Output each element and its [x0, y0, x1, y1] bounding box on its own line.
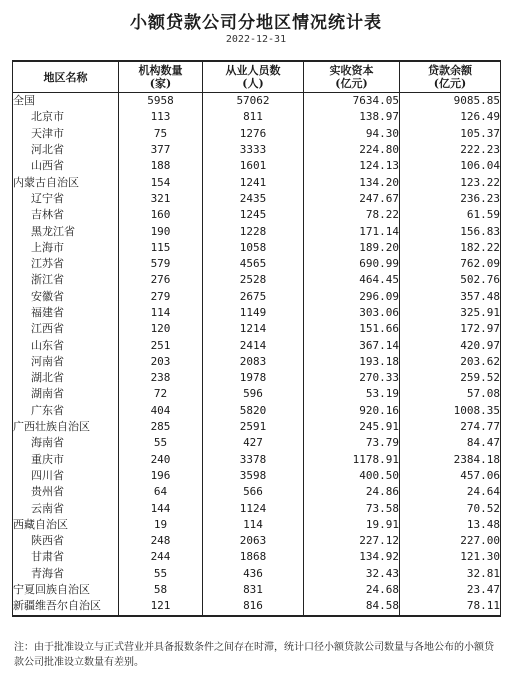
paid-in-capital-cell: 224.80: [304, 142, 400, 158]
table-header-row: [13, 61, 501, 93]
staff-cell: 3378: [203, 452, 304, 468]
staff-cell: 1124: [203, 500, 304, 516]
loan-balance-cell: 61.59: [400, 207, 501, 223]
paid-in-capital-cell: 270.33: [304, 370, 400, 386]
staff-cell: 566: [203, 484, 304, 500]
paid-in-capital-cell: 73.79: [304, 435, 400, 451]
table-row: [13, 223, 501, 239]
header-paid-in-capital: 实收资本 (亿元): [304, 61, 400, 93]
institutions-cell: 58: [119, 582, 203, 598]
table-row: [13, 484, 501, 500]
paid-in-capital-cell: 124.13: [304, 158, 400, 174]
region-cell: 辽宁省: [13, 191, 119, 207]
table-row: [13, 452, 501, 468]
paid-in-capital-cell: 24.68: [304, 582, 400, 598]
region-cell: 北京市: [13, 109, 119, 125]
table-row: [13, 386, 501, 402]
paid-in-capital-cell: 189.20: [304, 240, 400, 256]
staff-cell: 1245: [203, 207, 304, 223]
staff-cell: 57062: [203, 93, 304, 110]
staff-cell: 1601: [203, 158, 304, 174]
institutions-cell: 285: [119, 419, 203, 435]
staff-cell: 2414: [203, 337, 304, 353]
table-row: [13, 272, 501, 288]
paid-in-capital-cell: 7634.05: [304, 93, 400, 110]
paid-in-capital-cell: 227.12: [304, 533, 400, 549]
table-row: [13, 566, 501, 582]
staff-cell: 3598: [203, 468, 304, 484]
institutions-cell: 248: [119, 533, 203, 549]
header-institutions: 机构数量 (家): [119, 61, 203, 93]
table-row: [13, 533, 501, 549]
table-row: [13, 370, 501, 386]
table-row: [13, 305, 501, 321]
loan-balance-cell: 227.00: [400, 533, 501, 549]
institutions-cell: 121: [119, 598, 203, 615]
region-cell: 全国: [13, 93, 119, 110]
table-row: [13, 321, 501, 337]
paid-in-capital-cell: 247.67: [304, 191, 400, 207]
staff-cell: 816: [203, 598, 304, 615]
loan-balance-cell: 123.22: [400, 174, 501, 190]
loan-balance-cell: 9085.85: [400, 93, 501, 110]
institutions-cell: 276: [119, 272, 203, 288]
loan-balance-cell: 457.06: [400, 468, 501, 484]
paid-in-capital-cell: 920.16: [304, 403, 400, 419]
staff-cell: 811: [203, 109, 304, 125]
paid-in-capital-cell: 151.66: [304, 321, 400, 337]
staff-cell: 1214: [203, 321, 304, 337]
loan-balance-cell: 325.91: [400, 305, 501, 321]
paid-in-capital-cell: 171.14: [304, 223, 400, 239]
table-body: [13, 93, 501, 616]
table-row: [13, 174, 501, 190]
staff-cell: 2675: [203, 289, 304, 305]
header-region: 地区名称: [13, 61, 119, 93]
staff-cell: 2063: [203, 533, 304, 549]
region-cell: 湖南省: [13, 386, 119, 402]
region-cell: 安徽省: [13, 289, 119, 305]
institutions-cell: 196: [119, 468, 203, 484]
loan-balance-cell: 156.83: [400, 223, 501, 239]
region-cell: 广东省: [13, 403, 119, 419]
statistics-table: [12, 60, 501, 617]
staff-cell: 1241: [203, 174, 304, 190]
staff-cell: 1058: [203, 240, 304, 256]
loan-balance-cell: 106.04: [400, 158, 501, 174]
staff-cell: 1228: [203, 223, 304, 239]
region-cell: 吉林省: [13, 207, 119, 223]
region-cell: 陕西省: [13, 533, 119, 549]
table-row: [13, 191, 501, 207]
region-cell: 黑龙江省: [13, 223, 119, 239]
loan-balance-cell: 182.22: [400, 240, 501, 256]
institutions-cell: 115: [119, 240, 203, 256]
staff-cell: 2591: [203, 419, 304, 435]
loan-balance-cell: 502.76: [400, 272, 501, 288]
loan-balance-cell: 105.37: [400, 126, 501, 142]
loan-balance-cell: 121.30: [400, 549, 501, 565]
institutions-cell: 154: [119, 174, 203, 190]
paid-in-capital-cell: 78.22: [304, 207, 400, 223]
institutions-cell: 120: [119, 321, 203, 337]
region-cell: 湖北省: [13, 370, 119, 386]
region-cell: 新疆维吾尔自治区: [13, 598, 119, 615]
table-row: [13, 126, 501, 142]
staff-cell: 4565: [203, 256, 304, 272]
staff-cell: 427: [203, 435, 304, 451]
paid-in-capital-cell: 19.91: [304, 517, 400, 533]
institutions-cell: 75: [119, 126, 203, 142]
region-cell: 浙江省: [13, 272, 119, 288]
paid-in-capital-cell: 138.97: [304, 109, 400, 125]
region-cell: 宁夏回族自治区: [13, 582, 119, 598]
staff-cell: 114: [203, 517, 304, 533]
institutions-cell: 72: [119, 386, 203, 402]
region-cell: 福建省: [13, 305, 119, 321]
institutions-cell: 377: [119, 142, 203, 158]
table-row: [13, 207, 501, 223]
staff-cell: 831: [203, 582, 304, 598]
table-row: [13, 598, 501, 615]
paid-in-capital-cell: 296.09: [304, 289, 400, 305]
region-cell: 江西省: [13, 321, 119, 337]
table-row: [13, 354, 501, 370]
staff-cell: 1149: [203, 305, 304, 321]
table-row: [13, 549, 501, 565]
header-loan-balance: 贷款余额 (亿元): [400, 61, 501, 93]
table-row: [13, 403, 501, 419]
region-cell: 四川省: [13, 468, 119, 484]
loan-balance-cell: 32.81: [400, 566, 501, 582]
institutions-cell: 251: [119, 337, 203, 353]
staff-cell: 2528: [203, 272, 304, 288]
table-row: [13, 93, 501, 110]
institutions-cell: 203: [119, 354, 203, 370]
loan-balance-cell: 70.52: [400, 500, 501, 516]
staff-cell: 5820: [203, 403, 304, 419]
loan-balance-cell: 2384.18: [400, 452, 501, 468]
paid-in-capital-cell: 367.14: [304, 337, 400, 353]
paid-in-capital-cell: 32.43: [304, 566, 400, 582]
table-row: [13, 142, 501, 158]
table-row: [13, 468, 501, 484]
loan-balance-cell: 1008.35: [400, 403, 501, 419]
table-row: [13, 582, 501, 598]
header-staff: 从业人员数 (人): [203, 61, 304, 93]
staff-cell: 1868: [203, 549, 304, 565]
table-row: [13, 256, 501, 272]
institutions-cell: 64: [119, 484, 203, 500]
region-cell: 甘肃省: [13, 549, 119, 565]
institutions-cell: 113: [119, 109, 203, 125]
table-date: 2022-12-31: [225, 34, 287, 45]
table-row: [13, 109, 501, 125]
institutions-cell: 240: [119, 452, 203, 468]
loan-balance-cell: 357.48: [400, 289, 501, 305]
table-row: [13, 500, 501, 516]
region-cell: 河北省: [13, 142, 119, 158]
institutions-cell: 5958: [119, 93, 203, 110]
staff-cell: 596: [203, 386, 304, 402]
table-row: [13, 337, 501, 353]
paid-in-capital-cell: 1178.91: [304, 452, 400, 468]
loan-balance-cell: 13.48: [400, 517, 501, 533]
institutions-cell: 144: [119, 500, 203, 516]
loan-balance-cell: 762.09: [400, 256, 501, 272]
institutions-cell: 114: [119, 305, 203, 321]
institutions-cell: 55: [119, 566, 203, 582]
paid-in-capital-cell: 24.86: [304, 484, 400, 500]
institutions-cell: 55: [119, 435, 203, 451]
loan-balance-cell: 222.23: [400, 142, 501, 158]
loan-balance-cell: 23.47: [400, 582, 501, 598]
paid-in-capital-cell: 400.50: [304, 468, 400, 484]
institutions-cell: 19: [119, 517, 203, 533]
paid-in-capital-cell: 464.45: [304, 272, 400, 288]
footnote: 注：由于批准设立与正式营业并具备报数条件之间存在时滞，统计口径小额贷款公司数量与各地公布的小额贷款公司批准设立数量有差别。: [14, 642, 494, 668]
region-cell: 重庆市: [13, 452, 119, 468]
region-cell: 广西壮族自治区: [13, 419, 119, 435]
staff-cell: 1978: [203, 370, 304, 386]
region-cell: 天津市: [13, 126, 119, 142]
loan-balance-cell: 78.11: [400, 598, 501, 615]
region-cell: 青海省: [13, 566, 119, 582]
loan-balance-cell: 420.97: [400, 337, 501, 353]
staff-cell: 436: [203, 566, 304, 582]
table-row: [13, 517, 501, 533]
institutions-cell: 279: [119, 289, 203, 305]
paid-in-capital-cell: 73.58: [304, 500, 400, 516]
paid-in-capital-cell: 134.92: [304, 549, 400, 565]
institutions-cell: 579: [119, 256, 203, 272]
region-cell: 云南省: [13, 500, 119, 516]
paid-in-capital-cell: 193.18: [304, 354, 400, 370]
institutions-cell: 188: [119, 158, 203, 174]
region-cell: 上海市: [13, 240, 119, 256]
region-cell: 西藏自治区: [13, 517, 119, 533]
loan-balance-cell: 236.23: [400, 191, 501, 207]
paid-in-capital-cell: 94.30: [304, 126, 400, 142]
staff-cell: 2435: [203, 191, 304, 207]
loan-balance-cell: 126.49: [400, 109, 501, 125]
loan-balance-cell: 259.52: [400, 370, 501, 386]
institutions-cell: 238: [119, 370, 203, 386]
table-title: 小额贷款公司分地区情况统计表: [130, 13, 382, 33]
region-cell: 山东省: [13, 337, 119, 353]
region-cell: 贵州省: [13, 484, 119, 500]
paid-in-capital-cell: 303.06: [304, 305, 400, 321]
table-row: [13, 289, 501, 305]
institutions-cell: 404: [119, 403, 203, 419]
paid-in-capital-cell: 53.19: [304, 386, 400, 402]
paid-in-capital-cell: 84.58: [304, 598, 400, 615]
institutions-cell: 160: [119, 207, 203, 223]
table-row: [13, 240, 501, 256]
loan-balance-cell: 24.64: [400, 484, 501, 500]
staff-cell: 2083: [203, 354, 304, 370]
table-row: [13, 419, 501, 435]
table-row: [13, 435, 501, 451]
loan-balance-cell: 274.77: [400, 419, 501, 435]
region-cell: 江苏省: [13, 256, 119, 272]
staff-cell: 3333: [203, 142, 304, 158]
staff-cell: 1276: [203, 126, 304, 142]
institutions-cell: 321: [119, 191, 203, 207]
region-cell: 山西省: [13, 158, 119, 174]
paid-in-capital-cell: 245.91: [304, 419, 400, 435]
institutions-cell: 190: [119, 223, 203, 239]
paid-in-capital-cell: 134.20: [304, 174, 400, 190]
institutions-cell: 244: [119, 549, 203, 565]
table-row: [13, 158, 501, 174]
loan-balance-cell: 84.47: [400, 435, 501, 451]
loan-balance-cell: 57.08: [400, 386, 501, 402]
region-cell: 内蒙古自治区: [13, 174, 119, 190]
paid-in-capital-cell: 690.99: [304, 256, 400, 272]
region-cell: 河南省: [13, 354, 119, 370]
loan-balance-cell: 172.97: [400, 321, 501, 337]
region-cell: 海南省: [13, 435, 119, 451]
loan-balance-cell: 203.62: [400, 354, 501, 370]
